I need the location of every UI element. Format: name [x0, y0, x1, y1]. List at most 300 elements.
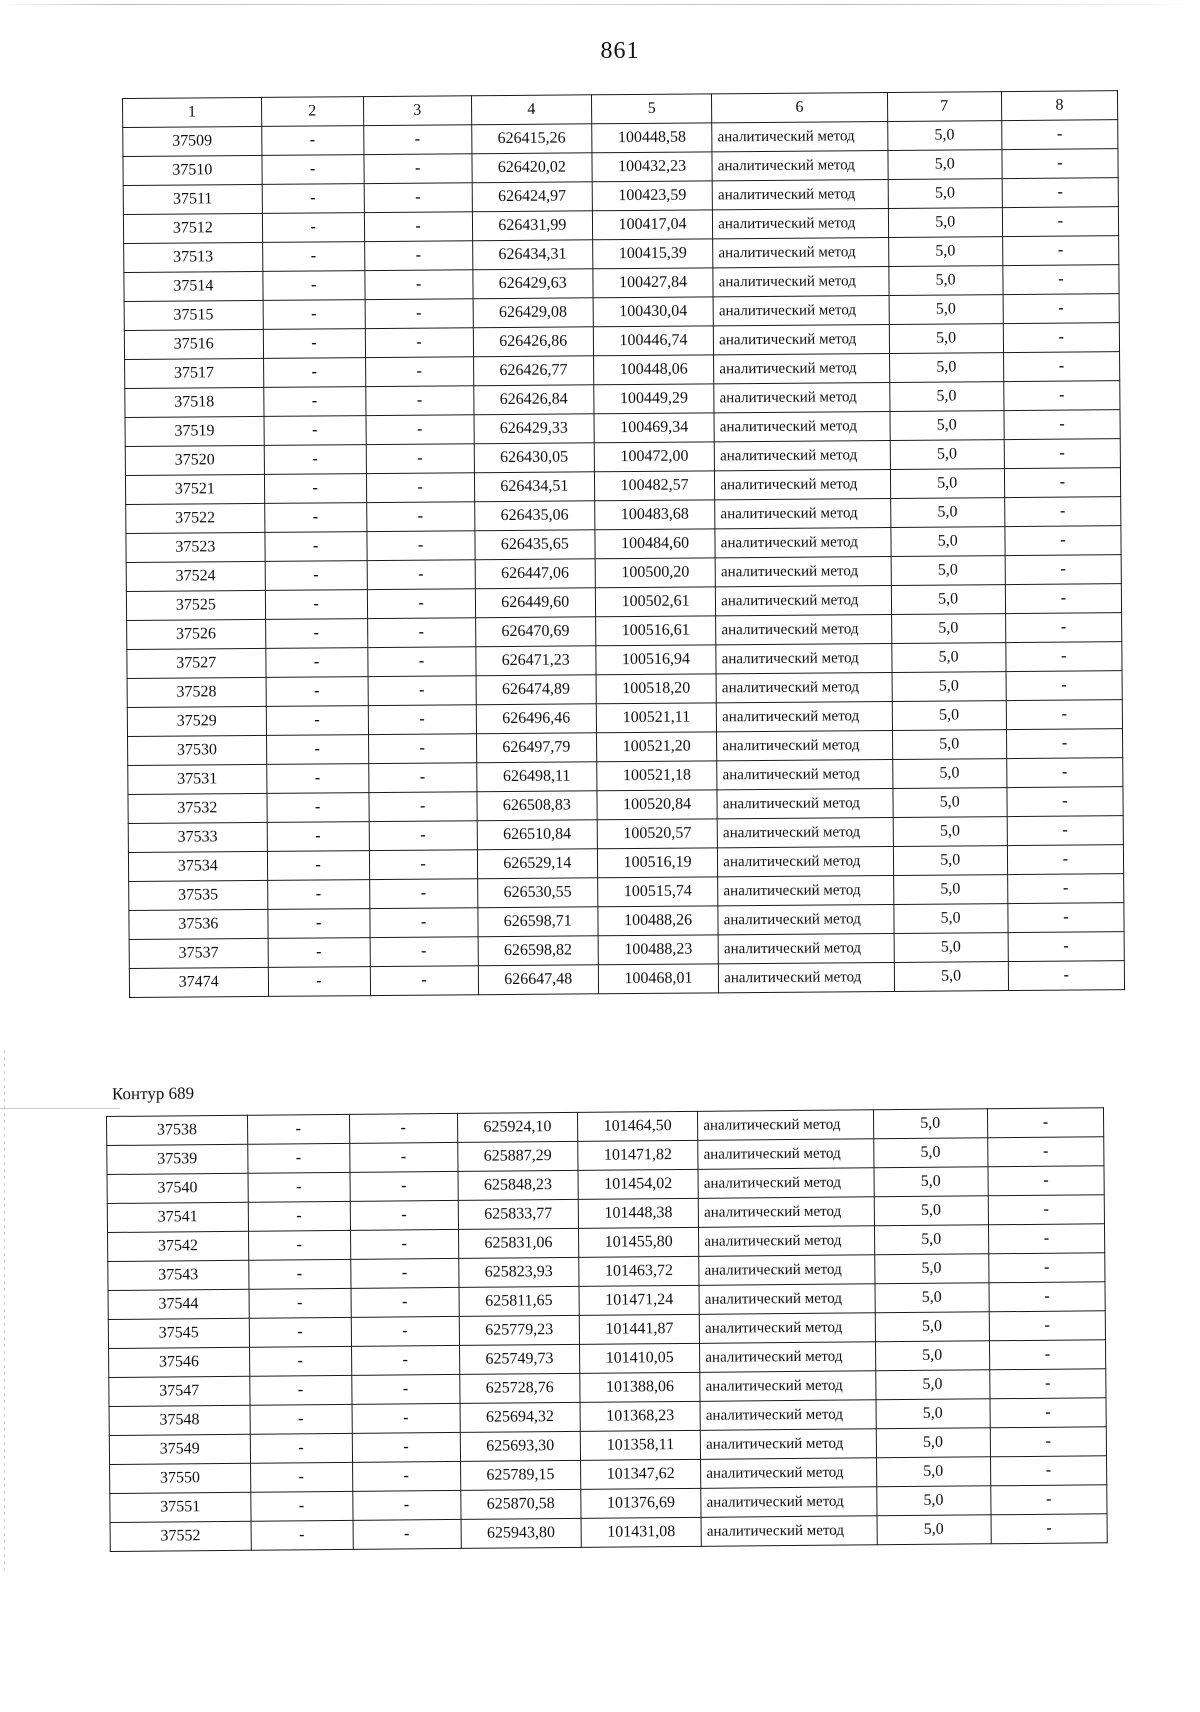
col-8-cell: - [1002, 149, 1118, 179]
coord-x-cell: 625848,23 [458, 1170, 579, 1200]
col-8-cell: - [1006, 642, 1122, 672]
method-cell: аналитический метод [713, 266, 889, 296]
coord-x-cell: 626420,02 [472, 153, 593, 183]
coord-y-cell: 100430,04 [593, 297, 714, 327]
method-cell: аналитический метод [712, 150, 888, 180]
point-number-cell: 37515 [124, 300, 263, 330]
point-number-cell: 37521 [125, 474, 264, 504]
col-8-cell: - [989, 1311, 1106, 1341]
col-8-cell: - [1003, 352, 1119, 382]
page-number: 861 [600, 38, 640, 64]
col-2-cell: - [266, 735, 368, 765]
col-8-cell: - [987, 1108, 1104, 1138]
point-number-cell: 37541 [107, 1202, 248, 1232]
accuracy-cell: 5,0 [890, 411, 1004, 441]
accuracy-cell: 5,0 [889, 324, 1003, 354]
coord-x-cell: 626426,86 [473, 327, 594, 357]
point-number-cell: 37548 [109, 1405, 250, 1435]
coord-y-cell: 101441,87 [579, 1314, 700, 1344]
accuracy-cell: 5,0 [892, 759, 1006, 789]
point-number-cell: 37549 [109, 1434, 250, 1464]
coord-y-cell: 100468,01 [598, 964, 719, 994]
col-2-cell: - [265, 561, 367, 591]
accuracy-cell: 5,0 [877, 1515, 991, 1545]
method-cell: аналитический метод [701, 1458, 877, 1489]
point-number-cell: 37526 [127, 619, 266, 649]
coord-x-cell: 625833,77 [458, 1199, 579, 1229]
scan-artifact-mid [0, 1108, 120, 1109]
method-cell: аналитический метод [717, 730, 893, 760]
point-number-cell: 37538 [107, 1115, 248, 1145]
col-3-cell: - [350, 1171, 458, 1201]
method-cell: аналитический метод [701, 1516, 877, 1547]
col-2-cell: - [264, 474, 366, 504]
coord-y-cell: 100521,11 [596, 703, 717, 733]
accuracy-cell: 5,0 [875, 1341, 989, 1371]
coord-y-cell: 100469,34 [594, 413, 715, 443]
accuracy-cell: 5,0 [873, 1109, 987, 1139]
method-cell: аналитический метод [716, 672, 892, 702]
col-3-cell: - [366, 444, 474, 474]
point-number-cell: 37550 [110, 1463, 251, 1493]
col-3-cell: - [352, 1490, 460, 1520]
col-3-cell: - [367, 560, 475, 590]
coord-y-cell: 100423,59 [592, 181, 713, 211]
col-3-cell: - [352, 1403, 460, 1433]
col-2-cell: - [247, 1114, 349, 1144]
method-cell: аналитический метод [719, 962, 895, 992]
col-3-cell: - [367, 589, 475, 619]
accuracy-cell: 5,0 [889, 353, 1003, 383]
method-cell: аналитический метод [700, 1371, 876, 1402]
coord-y-cell: 100446,74 [593, 326, 714, 356]
point-number-cell: 37519 [125, 416, 264, 446]
accuracy-cell: 5,0 [893, 788, 1007, 818]
point-number-cell: 37539 [107, 1144, 248, 1174]
col-8-cell: - [991, 1514, 1108, 1544]
coord-x-cell: 626470,69 [475, 617, 596, 647]
coord-x-cell: 625728,76 [459, 1373, 580, 1403]
accuracy-cell: 5,0 [873, 1138, 987, 1168]
col-2-cell: - [267, 793, 369, 823]
col-3-cell: - [366, 415, 474, 445]
accuracy-cell: 5,0 [887, 121, 1001, 151]
coord-y-cell: 100417,04 [592, 210, 713, 240]
coord-x-cell: 626598,71 [478, 907, 599, 937]
col-3-cell: - [366, 502, 474, 532]
col-2-cell: - [268, 938, 370, 968]
accuracy-cell: 5,0 [888, 150, 1002, 180]
col-3-cell: - [364, 212, 472, 242]
method-cell: аналитический метод [712, 179, 888, 209]
coord-y-cell: 100516,19 [597, 848, 718, 878]
method-cell: аналитический метод [700, 1429, 876, 1460]
col-2-cell: - [248, 1172, 350, 1202]
col-2-cell: - [264, 445, 366, 475]
col-3-cell: - [353, 1519, 461, 1549]
accuracy-cell: 5,0 [888, 237, 1002, 267]
accuracy-cell: 5,0 [876, 1399, 990, 1429]
accuracy-cell: 5,0 [888, 266, 1002, 296]
scan-artifact-top [0, 4, 1200, 5]
col-2-cell: - [265, 532, 367, 562]
coord-x-cell: 626429,63 [473, 269, 594, 299]
coord-y-cell: 100488,23 [598, 935, 719, 965]
coord-y-cell: 100516,94 [596, 645, 717, 675]
coord-x-cell: 626429,33 [474, 414, 595, 444]
coord-x-cell: 626415,26 [471, 124, 592, 154]
col-8-cell: - [1003, 323, 1119, 353]
col-3-cell: - [352, 1461, 460, 1491]
column-header: 4 [471, 95, 592, 125]
method-cell: аналитический метод [714, 440, 890, 470]
coord-x-cell: 625943,80 [461, 1518, 582, 1548]
point-number-cell: 37520 [125, 445, 264, 475]
coord-x-cell: 625870,58 [460, 1489, 581, 1519]
col-8-cell: - [1002, 207, 1118, 237]
col-2-cell: - [263, 300, 365, 330]
coord-x-cell: 625693,30 [460, 1431, 581, 1461]
coord-y-cell: 100500,20 [595, 558, 716, 588]
coord-y-cell: 101464,50 [577, 1111, 698, 1141]
col-3-cell: - [365, 328, 473, 358]
coord-x-cell: 626530,55 [477, 878, 598, 908]
accuracy-cell: 5,0 [876, 1457, 990, 1487]
coord-x-cell: 626430,05 [474, 443, 595, 473]
point-number-cell: 37513 [124, 242, 263, 272]
method-cell: аналитический метод [714, 382, 890, 412]
col-2-cell: - [268, 967, 370, 997]
col-8-cell: - [1004, 497, 1120, 527]
method-cell: аналитический метод [718, 875, 894, 905]
method-cell: аналитический метод [715, 556, 891, 586]
coord-x-cell: 626426,77 [473, 356, 594, 386]
accuracy-cell: 5,0 [874, 1225, 988, 1255]
accuracy-cell: 5,0 [894, 933, 1008, 963]
col-8-cell: - [987, 1137, 1104, 1167]
method-cell: аналитический метод [717, 788, 893, 818]
col-8-cell: - [1006, 758, 1122, 788]
accuracy-cell: 5,0 [876, 1486, 990, 1516]
coord-x-cell: 626474,89 [476, 675, 597, 705]
column-header: 2 [261, 97, 363, 127]
col-2-cell: - [266, 706, 368, 736]
col-2-cell: - [263, 271, 365, 301]
coord-y-cell: 100521,18 [597, 761, 718, 791]
coord-x-cell: 626434,31 [472, 240, 593, 270]
col-2-cell: - [261, 126, 363, 156]
accuracy-cell: 5,0 [888, 208, 1002, 238]
accuracy-cell: 5,0 [892, 672, 1006, 702]
col-2-cell: - [249, 1288, 351, 1318]
method-cell: аналитический метод [716, 585, 892, 615]
point-number-cell: 37542 [108, 1231, 249, 1261]
col-3-cell: - [370, 937, 478, 967]
coord-y-cell: 100520,57 [597, 819, 718, 849]
accuracy-cell: 5,0 [891, 643, 1005, 673]
col-3-cell: - [369, 792, 477, 822]
accuracy-cell: 5,0 [894, 962, 1008, 992]
point-number-cell: 37509 [123, 126, 262, 156]
col-8-cell: - [1004, 381, 1120, 411]
col-3-cell: - [350, 1229, 458, 1259]
accuracy-cell: 5,0 [875, 1283, 989, 1313]
col-2-cell: - [266, 764, 368, 794]
col-3-cell: - [368, 676, 476, 706]
coord-x-cell: 625749,73 [459, 1344, 580, 1374]
coord-y-cell: 101358,11 [580, 1430, 701, 1460]
col-8-cell: - [990, 1398, 1107, 1428]
column-header: 5 [591, 94, 712, 124]
col-3-cell: - [368, 734, 476, 764]
col-8-cell: - [1005, 613, 1121, 643]
col-2-cell: - [263, 329, 365, 359]
col-2-cell: - [248, 1201, 350, 1231]
method-cell: аналитический метод [699, 1226, 875, 1257]
col-3-cell: - [365, 386, 473, 416]
col-8-cell: - [1002, 178, 1118, 208]
column-header: 3 [363, 96, 471, 126]
coord-y-cell: 101455,80 [578, 1227, 699, 1257]
col-2-cell: - [265, 619, 367, 649]
coord-x-cell: 625831,06 [458, 1228, 579, 1258]
accuracy-cell: 5,0 [891, 614, 1005, 644]
coord-y-cell: 101368,23 [580, 1401, 701, 1431]
coord-x-cell: 626426,84 [473, 385, 594, 415]
col-8-cell: - [1008, 961, 1124, 991]
point-number-cell: 37552 [110, 1521, 251, 1551]
col-3-cell: - [369, 908, 477, 938]
method-cell: аналитический метод [716, 614, 892, 644]
scan-artifact-edge [4, 1050, 5, 1570]
col-3-cell: - [352, 1432, 460, 1462]
coord-x-cell: 626598,82 [478, 936, 599, 966]
point-number-cell: 37547 [109, 1376, 250, 1406]
point-number-cell: 37543 [108, 1260, 249, 1290]
col-8-cell: - [1008, 932, 1124, 962]
col-8-cell: - [1007, 845, 1123, 875]
col-2-cell: - [262, 213, 364, 243]
coord-y-cell: 100448,06 [593, 355, 714, 385]
column-header: 8 [1001, 91, 1117, 121]
accuracy-cell: 5,0 [875, 1312, 989, 1342]
point-number-cell: 37540 [107, 1173, 248, 1203]
point-number-cell: 37516 [124, 329, 263, 359]
col-8-cell: - [1004, 468, 1120, 498]
coord-x-cell: 626449,60 [475, 588, 596, 618]
col-8-cell: - [989, 1340, 1106, 1370]
coord-x-cell: 626497,79 [476, 733, 597, 763]
col-2-cell: - [250, 1462, 352, 1492]
col-8-cell: - [1005, 526, 1121, 556]
col-3-cell: - [364, 183, 472, 213]
coord-y-cell: 100520,84 [597, 790, 718, 820]
col-2-cell: - [262, 155, 364, 185]
accuracy-cell: 5,0 [889, 295, 1003, 325]
accuracy-cell: 5,0 [893, 904, 1007, 934]
method-cell: аналитический метод [718, 904, 894, 934]
coord-y-cell: 100518,20 [596, 674, 717, 704]
column-header: 6 [712, 92, 888, 122]
col-8-cell: - [1007, 816, 1123, 846]
col-3-cell: - [350, 1258, 458, 1288]
col-3-cell: - [369, 879, 477, 909]
coord-x-cell: 625811,65 [459, 1286, 580, 1316]
method-cell: аналитический метод [718, 933, 894, 963]
col-3-cell: - [366, 473, 474, 503]
method-cell: аналитический метод [698, 1197, 874, 1228]
col-8-cell: - [1006, 729, 1122, 759]
accuracy-cell: 5,0 [893, 846, 1007, 876]
point-number-cell: 37533 [128, 822, 267, 852]
method-cell: аналитический метод [713, 237, 889, 267]
col-3-cell: - [370, 966, 478, 996]
col-3-cell: - [350, 1200, 458, 1230]
col-8-cell: - [1005, 555, 1121, 585]
accuracy-cell: 5,0 [892, 730, 1006, 760]
col-3-cell: - [364, 154, 472, 184]
col-3-cell: - [369, 821, 477, 851]
method-cell: аналитический метод [698, 1168, 874, 1199]
coord-x-cell: 626647,48 [478, 965, 599, 995]
col-8-cell: - [989, 1369, 1106, 1399]
coord-x-cell: 626510,84 [477, 820, 598, 850]
method-cell: аналитический метод [698, 1139, 874, 1170]
method-cell: аналитический метод [715, 469, 891, 499]
coord-y-cell: 101463,72 [579, 1256, 700, 1286]
point-number-cell: 37530 [128, 735, 267, 765]
coord-y-cell: 100515,74 [598, 877, 719, 907]
col-2-cell: - [248, 1230, 350, 1260]
point-number-cell: 37546 [109, 1347, 250, 1377]
point-number-cell: 37511 [123, 184, 262, 214]
col-2-cell: - [266, 677, 368, 707]
col-8-cell: - [990, 1485, 1107, 1515]
coord-y-cell: 100448,58 [592, 123, 713, 153]
col-2-cell: - [249, 1346, 351, 1376]
point-number-cell: 37531 [128, 764, 267, 794]
col-8-cell: - [1006, 671, 1122, 701]
coordinates-table [122, 90, 1125, 998]
accuracy-cell: 5,0 [890, 469, 1004, 499]
point-number-cell: 37545 [108, 1318, 249, 1348]
col-2-cell: - [263, 387, 365, 417]
method-cell: аналитический метод [714, 411, 890, 441]
accuracy-cell: 5,0 [876, 1428, 990, 1458]
col-8-cell: - [990, 1456, 1107, 1486]
point-number-cell: 37525 [126, 590, 265, 620]
coord-y-cell: 101410,05 [579, 1343, 700, 1373]
col-3-cell: - [365, 299, 473, 329]
col-2-cell: - [264, 503, 366, 533]
coord-x-cell: 626508,83 [477, 791, 598, 821]
col-3-cell: - [349, 1113, 457, 1143]
column-header: 7 [887, 92, 1001, 122]
point-number-cell: 37527 [127, 648, 266, 678]
col-8-cell: - [1001, 120, 1117, 150]
col-2-cell: - [262, 184, 364, 214]
method-cell: аналитический метод [698, 1110, 874, 1141]
accuracy-cell: 5,0 [890, 527, 1004, 557]
coord-y-cell: 101376,69 [581, 1488, 702, 1518]
col-8-cell: - [988, 1253, 1105, 1283]
coord-y-cell: 100482,57 [594, 471, 715, 501]
method-cell: аналитический метод [700, 1400, 876, 1431]
coord-x-cell: 625823,93 [458, 1257, 579, 1287]
coord-y-cell: 101347,62 [580, 1459, 701, 1489]
coord-x-cell: 626498,11 [476, 762, 597, 792]
coord-x-cell: 626471,23 [475, 646, 596, 676]
method-cell: аналитический метод [714, 353, 890, 383]
col-3-cell: - [351, 1374, 459, 1404]
col-8-cell: - [1002, 236, 1118, 266]
col-2-cell: - [249, 1375, 351, 1405]
col-8-cell: - [1004, 439, 1120, 469]
point-number-cell: 37537 [129, 938, 268, 968]
col-3-cell: - [369, 850, 477, 880]
accuracy-cell: 5,0 [891, 585, 1005, 615]
method-cell: аналитический метод [718, 846, 894, 876]
col-3-cell: - [367, 618, 475, 648]
contour-label: Контур 689 [111, 1083, 195, 1104]
method-cell: аналитический метод [699, 1284, 875, 1315]
col-8-cell: - [1005, 584, 1121, 614]
coord-x-cell: 626431,99 [472, 211, 593, 241]
coord-y-cell: 101454,02 [578, 1169, 699, 1199]
col-2-cell: - [249, 1317, 351, 1347]
coord-x-cell: 626447,06 [475, 559, 596, 589]
coord-y-cell: 100488,26 [598, 906, 719, 936]
coord-y-cell: 101388,06 [580, 1372, 701, 1402]
coord-y-cell: 101471,24 [579, 1285, 700, 1315]
col-8-cell: - [1007, 874, 1123, 904]
point-number-cell: 37524 [126, 561, 265, 591]
col-3-cell: - [367, 647, 475, 677]
contour-table-body [107, 1108, 1108, 1552]
coord-x-cell: 626435,06 [474, 501, 595, 531]
col-8-cell: - [1003, 265, 1119, 295]
col-3-cell: - [349, 1142, 457, 1172]
col-3-cell: - [351, 1287, 459, 1317]
col-8-cell: - [1008, 903, 1124, 933]
col-8-cell: - [1004, 410, 1120, 440]
point-number-cell: 37518 [125, 387, 264, 417]
coord-x-cell: 625789,15 [460, 1460, 581, 1490]
col-2-cell: - [250, 1404, 352, 1434]
coord-y-cell: 101431,08 [581, 1517, 702, 1547]
coord-x-cell: 625887,29 [457, 1141, 578, 1171]
method-cell: аналитический метод [717, 759, 893, 789]
coord-x-cell: 626435,65 [475, 530, 596, 560]
coordinates-table-body [123, 91, 1125, 998]
point-number-cell: 37532 [128, 793, 267, 823]
coord-x-cell: 626496,46 [476, 704, 597, 734]
accuracy-cell: 5,0 [890, 498, 1004, 528]
accuracy-cell: 5,0 [874, 1196, 988, 1226]
point-number-cell: 37522 [126, 503, 265, 533]
col-2-cell: - [265, 648, 367, 678]
accuracy-cell: 5,0 [893, 817, 1007, 847]
method-cell: аналитический метод [714, 324, 890, 354]
accuracy-cell: 5,0 [891, 556, 1005, 586]
coord-x-cell: 626434,51 [474, 472, 595, 502]
method-cell: аналитический метод [715, 498, 891, 528]
accuracy-cell: 5,0 [892, 701, 1006, 731]
point-number-cell: 37536 [129, 909, 268, 939]
point-number-cell: 37529 [127, 706, 266, 736]
method-cell: аналитический метод [701, 1487, 877, 1518]
column-header: 1 [123, 97, 262, 127]
